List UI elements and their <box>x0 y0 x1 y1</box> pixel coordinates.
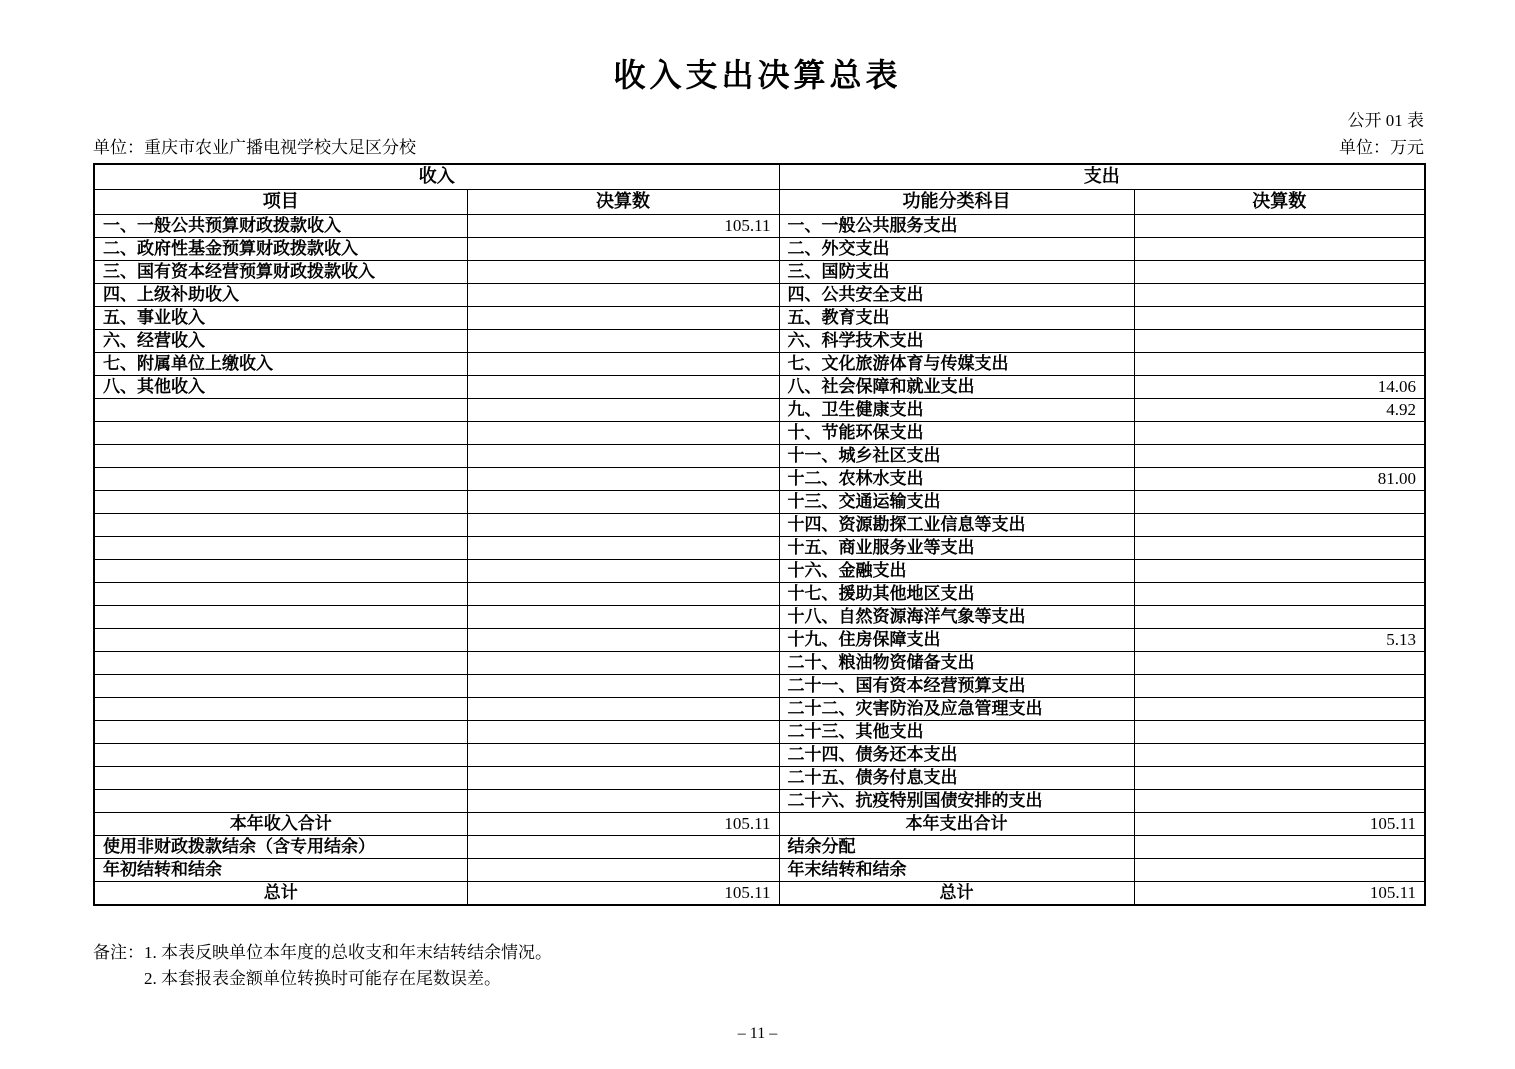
expense-item-cell: 十二、农林水支出 <box>779 468 1134 491</box>
table-row <box>94 744 1425 767</box>
income-amount-cell <box>467 307 779 330</box>
table-row <box>94 675 1425 698</box>
income-item-cell <box>94 560 467 583</box>
table-row <box>94 468 1425 491</box>
income-item-cell <box>94 514 467 537</box>
income-amount-cell <box>467 491 779 514</box>
income-item-cell <box>94 422 467 445</box>
income-amount-cell <box>467 399 779 422</box>
table-row <box>94 215 1425 238</box>
page-title: 收入支出决算总表 <box>613 57 902 93</box>
expense-item-cell: 七、文化旅游体育与传媒支出 <box>779 353 1134 376</box>
table-row <box>94 606 1425 629</box>
expense-amount-cell <box>1134 491 1425 514</box>
expense-amount-cell <box>1134 422 1425 445</box>
table-row <box>94 445 1425 468</box>
income-item-cell <box>94 583 467 606</box>
expense-item-cell: 三、国防支出 <box>779 261 1134 284</box>
income-amount-cell <box>467 606 779 629</box>
table-row <box>94 629 1425 652</box>
income-footer-label-cell: 总计 <box>94 882 467 906</box>
column-header-row <box>94 190 1425 215</box>
income-amount-cell <box>467 698 779 721</box>
expense-item-cell: 八、社会保障和就业支出 <box>779 376 1134 399</box>
income-item-cell <box>94 652 467 675</box>
income-footer-amount-cell: 105.11 <box>467 882 779 906</box>
expense-amount-column-header: 决算数 <box>1134 190 1425 215</box>
unit-of-measure: 单位：万元 <box>1339 138 1424 157</box>
income-amount-cell <box>467 238 779 261</box>
income-item-cell: 二、政府性基金预算财政拨款收入 <box>94 238 467 261</box>
section-header-row <box>94 164 1425 190</box>
table-row <box>94 422 1425 445</box>
unit-name: 单位：重庆市农业广播电视学校大足区分校 <box>93 138 416 157</box>
expense-item-cell: 十八、自然资源海洋气象等支出 <box>779 606 1134 629</box>
table-row <box>94 376 1425 399</box>
income-amount-cell <box>467 721 779 744</box>
income-amount-cell <box>467 767 779 790</box>
expense-item-cell: 二十、粮油物资储备支出 <box>779 652 1134 675</box>
expense-footer-amount-cell: 105.11 <box>1134 882 1425 906</box>
income-amount-cell <box>467 284 779 307</box>
note-line: 1. 本表反映单位本年度的总收支和年末结转结余情况。 <box>144 943 552 962</box>
income-footer-label-cell: 本年收入合计 <box>94 813 467 836</box>
expense-amount-cell: 81.00 <box>1134 468 1425 491</box>
expense-item-cell: 五、教育支出 <box>779 307 1134 330</box>
income-item-cell: 八、其他收入 <box>94 376 467 399</box>
income-amount-cell <box>467 583 779 606</box>
income-amount-cell: 105.11 <box>467 215 779 238</box>
income-footer-amount-cell <box>467 859 779 882</box>
income-item-cell <box>94 491 467 514</box>
income-item-column-header: 项目 <box>94 190 467 215</box>
expense-footer-label-cell: 总计 <box>779 882 1134 906</box>
expense-item-cell: 一、一般公共服务支出 <box>779 215 1134 238</box>
income-item-cell: 七、附属单位上缴收入 <box>94 353 467 376</box>
table-row <box>94 284 1425 307</box>
income-amount-cell <box>467 790 779 813</box>
table-row <box>94 721 1425 744</box>
income-item-cell: 一、一般公共预算财政拨款收入 <box>94 215 467 238</box>
expense-footer-label-cell: 结余分配 <box>779 836 1134 859</box>
expense-amount-cell: 5.13 <box>1134 629 1425 652</box>
table-row <box>94 767 1425 790</box>
expense-item-cell: 十、节能环保支出 <box>779 422 1134 445</box>
income-amount-cell <box>467 330 779 353</box>
expense-item-cell: 十三、交通运输支出 <box>779 491 1134 514</box>
income-footer-label-cell: 使用非财政拨款结余（含专用结余） <box>94 836 467 859</box>
table-row <box>94 583 1425 606</box>
expense-amount-cell <box>1134 790 1425 813</box>
table-row <box>94 698 1425 721</box>
income-amount-cell <box>467 537 779 560</box>
income-item-cell <box>94 790 467 813</box>
income-amount-column-header: 决算数 <box>467 190 779 215</box>
table-row <box>94 514 1425 537</box>
income-footer-amount-cell <box>467 836 779 859</box>
income-section-header: 收入 <box>94 164 779 190</box>
table-row <box>94 307 1425 330</box>
summary-table <box>93 163 1426 906</box>
income-item-cell <box>94 698 467 721</box>
unit-row <box>93 133 1424 158</box>
income-item-cell <box>94 399 467 422</box>
table-code: 公开 01 表 <box>1347 111 1424 130</box>
note-line: 2. 本套报表金额单位转换时可能存在尾数误差。 <box>144 969 501 989</box>
expense-section-header: 支出 <box>779 164 1425 190</box>
income-footer-label-cell: 年初结转和结余 <box>94 859 467 882</box>
table-row <box>94 652 1425 675</box>
expense-amount-cell <box>1134 652 1425 675</box>
expense-item-cell: 十一、城乡社区支出 <box>779 445 1134 468</box>
table-row <box>94 399 1425 422</box>
notes-block <box>93 940 1515 993</box>
income-footer-amount-cell: 105.11 <box>467 813 779 836</box>
expense-item-cell: 二十一、国有资本经营预算支出 <box>779 675 1134 698</box>
expense-item-cell: 十六、金融支出 <box>779 560 1134 583</box>
expense-amount-cell <box>1134 606 1425 629</box>
income-amount-cell <box>467 261 779 284</box>
income-item-cell <box>94 468 467 491</box>
expense-item-cell: 二十二、灾害防治及应急管理支出 <box>779 698 1134 721</box>
expense-amount-cell <box>1134 307 1425 330</box>
income-item-cell: 三、国有资本经营预算财政拨款收入 <box>94 261 467 284</box>
expense-amount-cell <box>1134 767 1425 790</box>
income-amount-cell <box>467 445 779 468</box>
expense-amount-cell <box>1134 238 1425 261</box>
expense-amount-cell: 14.06 <box>1134 376 1425 399</box>
income-item-cell: 五、事业收入 <box>94 307 467 330</box>
expense-item-cell: 二十六、抗疫特别国债安排的支出 <box>779 790 1134 813</box>
expense-amount-cell <box>1134 560 1425 583</box>
table-row <box>94 790 1425 813</box>
expense-item-cell: 九、卫生健康支出 <box>779 399 1134 422</box>
expense-footer-amount-cell: 105.11 <box>1134 813 1425 836</box>
expense-item-cell: 十四、资源勘探工业信息等支出 <box>779 514 1134 537</box>
expense-amount-cell <box>1134 698 1425 721</box>
expense-amount-cell <box>1134 583 1425 606</box>
expense-item-cell: 二十五、债务付息支出 <box>779 767 1134 790</box>
expense-amount-cell <box>1134 353 1425 376</box>
expense-amount-cell <box>1134 675 1425 698</box>
income-item-cell <box>94 675 467 698</box>
income-amount-cell <box>467 560 779 583</box>
expense-footer-label-cell: 本年支出合计 <box>779 813 1134 836</box>
income-amount-cell <box>467 376 779 399</box>
table-row <box>94 491 1425 514</box>
table-footer-row <box>94 882 1425 906</box>
income-item-cell <box>94 767 467 790</box>
expense-item-cell: 十九、住房保障支出 <box>779 629 1134 652</box>
expense-item-cell: 二十三、其他支出 <box>779 721 1134 744</box>
income-amount-cell <box>467 675 779 698</box>
expense-footer-amount-cell <box>1134 859 1425 882</box>
expense-item-cell: 六、科学技术支出 <box>779 330 1134 353</box>
income-amount-cell <box>467 353 779 376</box>
income-amount-cell <box>467 629 779 652</box>
expense-amount-cell: 4.92 <box>1134 399 1425 422</box>
income-item-cell <box>94 629 467 652</box>
expense-item-column-header: 功能分类科目 <box>779 190 1134 215</box>
income-item-cell <box>94 721 467 744</box>
expense-amount-cell <box>1134 330 1425 353</box>
page-number: – 11 – <box>737 1025 778 1042</box>
table-footer-row <box>94 859 1425 882</box>
income-item-cell: 四、上级补助收入 <box>94 284 467 307</box>
expense-item-cell: 二十四、债务还本支出 <box>779 744 1134 767</box>
table-row <box>94 537 1425 560</box>
note-lines <box>144 940 552 993</box>
expense-item-cell: 二、外交支出 <box>779 238 1134 261</box>
expense-amount-cell <box>1134 261 1425 284</box>
expense-item-cell: 十五、商业服务业等支出 <box>779 537 1134 560</box>
income-amount-cell <box>467 468 779 491</box>
income-item-cell <box>94 744 467 767</box>
income-amount-cell <box>467 422 779 445</box>
table-row <box>94 330 1425 353</box>
table-row <box>94 238 1425 261</box>
expense-footer-label-cell: 年末结转和结余 <box>779 859 1134 882</box>
expense-item-cell: 十七、援助其他地区支出 <box>779 583 1134 606</box>
table-row <box>94 261 1425 284</box>
expense-item-cell: 四、公共安全支出 <box>779 284 1134 307</box>
expense-amount-cell <box>1134 215 1425 238</box>
table-footer-row <box>94 813 1425 836</box>
expense-amount-cell <box>1134 721 1425 744</box>
income-item-cell <box>94 537 467 560</box>
expense-amount-cell <box>1134 744 1425 767</box>
income-amount-cell <box>467 652 779 675</box>
income-item-cell: 六、经营收入 <box>94 330 467 353</box>
expense-amount-cell <box>1134 445 1425 468</box>
notes-label: 备注： <box>93 943 144 962</box>
table-footer-row <box>94 836 1425 859</box>
expense-amount-cell <box>1134 514 1425 537</box>
income-amount-cell <box>467 744 779 767</box>
income-item-cell <box>94 606 467 629</box>
expense-amount-cell <box>1134 284 1425 307</box>
table-row <box>94 560 1425 583</box>
expense-amount-cell <box>1134 537 1425 560</box>
table-row <box>94 353 1425 376</box>
income-item-cell <box>94 445 467 468</box>
income-amount-cell <box>467 514 779 537</box>
expense-footer-amount-cell <box>1134 836 1425 859</box>
